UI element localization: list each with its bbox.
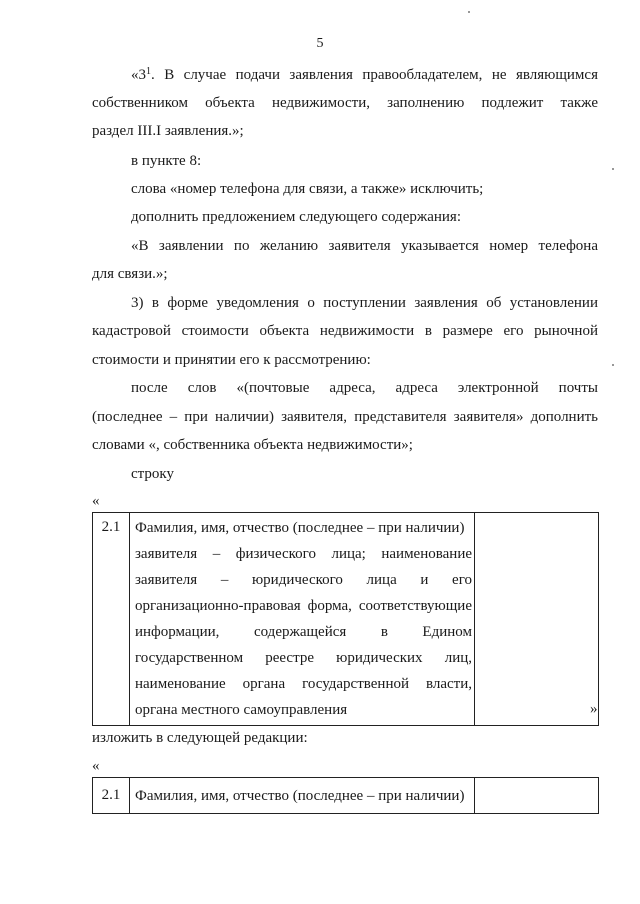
table-old-row bbox=[92, 512, 599, 726]
open-quote-2: « bbox=[92, 758, 100, 774]
table-row bbox=[93, 778, 599, 814]
row-text-cell bbox=[130, 513, 475, 726]
paragraph-new-edition: изложить в следующей редакции: bbox=[92, 730, 308, 746]
paragraph-exclude-words: слова «номер телефона для связи, а также» исключить; bbox=[131, 181, 484, 197]
paragraph-item-8: в пункте 8: bbox=[131, 153, 202, 169]
row-number-cell: 2.1 bbox=[93, 513, 130, 726]
scan-speck bbox=[612, 168, 614, 170]
paragraph-quote-line-1: «В заявлении по желанию заявителя указывается номер телефона bbox=[131, 238, 598, 254]
scan-speck bbox=[612, 364, 614, 366]
empty-value-cell bbox=[475, 778, 599, 814]
paragraph-3-1-line-3: раздел III.I заявления.»; bbox=[92, 123, 244, 139]
cell-line: заявителя – физического лица; наименование bbox=[135, 546, 472, 562]
table-new-row bbox=[92, 777, 599, 814]
cell-line: информации, содержащейся в Едином bbox=[135, 624, 472, 640]
page-number: 5 bbox=[316, 36, 324, 51]
paragraph-3-line-2: кадастровой стоимости объекта недвижимости в размере его рыночной bbox=[92, 323, 598, 339]
cell-line: организационно-правовая форма, соответствующие bbox=[135, 598, 472, 614]
cell-line: государственном реестре юридических лиц, bbox=[135, 650, 472, 666]
paragraph-quote-line-2: для связи.»; bbox=[92, 266, 168, 282]
empty-value-cell bbox=[475, 513, 599, 726]
paragraph-3-line-1: 3) в форме уведомления о поступлении заявления об установлении bbox=[131, 295, 598, 311]
cell-line: наименование органа государственной власти, bbox=[135, 676, 472, 692]
cell-line: заявителя – юридического лица и его bbox=[135, 572, 472, 588]
row-text-cell bbox=[130, 778, 475, 814]
open-quote-1: « bbox=[92, 493, 100, 509]
paragraph-line-word: строку bbox=[131, 466, 174, 482]
superscript-1: 1 bbox=[146, 66, 151, 77]
table-row bbox=[93, 513, 599, 726]
cell-line: Фамилия, имя, отчество (последнее – при наличии) bbox=[135, 787, 465, 804]
paragraph-3-1-line-2: собственником объекта недвижимости, заполнению подлежит также bbox=[92, 95, 598, 111]
paragraph-after-words-line-1: после слов «(почтовые адреса, адреса электронной почты bbox=[131, 380, 598, 396]
scan-speck bbox=[468, 11, 470, 13]
row-number-cell: 2.1 bbox=[93, 778, 130, 814]
paragraph-after-words-line-2: (последнее – при наличии) заявителя, представителя заявителя» дополнить bbox=[92, 409, 598, 425]
paragraph-after-words-line-3: словами «, собственника объекта недвижимости»; bbox=[92, 437, 413, 453]
cell-line: органа местного самоуправления bbox=[135, 702, 348, 718]
paragraph-add-sentence: дополнить предложением следующего содержания: bbox=[131, 209, 461, 225]
paragraph-3-1-line-1: «$3^1$. В случае подачи заявления правообладателем, не являющимся bbox=[131, 66, 598, 83]
close-quote-1: » bbox=[590, 701, 598, 717]
paragraph-3-line-3: стоимости и принятии его к рассмотрению: bbox=[92, 352, 371, 368]
cell-line: Фамилия, имя, отчество (последнее – при наличии) bbox=[135, 520, 465, 536]
